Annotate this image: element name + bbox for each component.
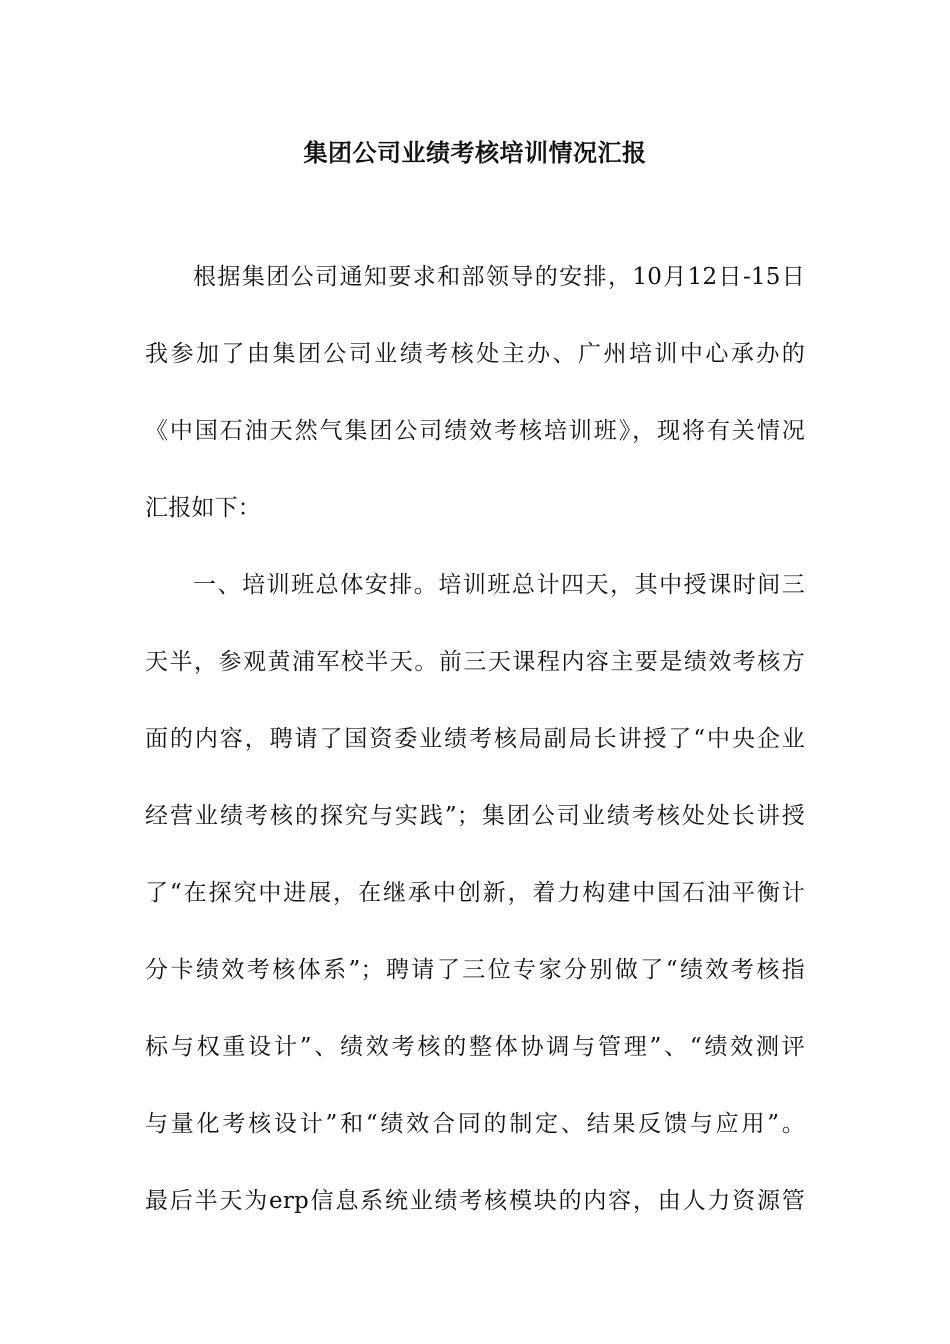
body-line-6: 天半，参观黄浦军校半天。前三天课程内容主要是绩效考核方 bbox=[145, 649, 805, 675]
body-line-11: 标与权重设计”、绩效考核的整体协调与管理”、“绩效测评 bbox=[145, 1034, 805, 1060]
body-line-5: 一、培训班总体安排。培训班总计四天，其中授课时间三 bbox=[193, 572, 805, 598]
body-line-9: 了“在探究中进展，在继承中创新，着力构建中国石油平衡计 bbox=[145, 880, 805, 906]
body-line-2: 我参加了由集团公司业绩考核处主办、广州培训中心承办的 bbox=[145, 341, 805, 367]
document-title: 集团公司业绩考核培训情况汇报 bbox=[303, 139, 647, 167]
body-line-12: 与量化考核设计”和“绩效合同的制定、结果反馈与应用”。 bbox=[145, 1111, 805, 1137]
body-line-4: 汇报如下： bbox=[145, 495, 261, 521]
body-line-1: 根据集团公司通知要求和部领导的安排，10月12日-15日 bbox=[193, 264, 805, 290]
body-line-13: 最后半天为erp信息系统业绩考核模块的内容，由人力资源管 bbox=[145, 1188, 805, 1214]
body-line-8: 经营业绩考核的探究与实践”；集团公司业绩考核处处长讲授 bbox=[145, 803, 805, 829]
body-line-3: 《中国石油天然气集团公司绩效考核培训班》，现将有关情况 bbox=[145, 418, 805, 444]
body-line-10: 分卡绩效考核体系”；聘请了三位专家分别做了“绩效考核指 bbox=[145, 957, 805, 983]
body-line-7: 面的内容，聘请了国资委业绩考核局副局长讲授了“中央企业 bbox=[145, 726, 805, 752]
